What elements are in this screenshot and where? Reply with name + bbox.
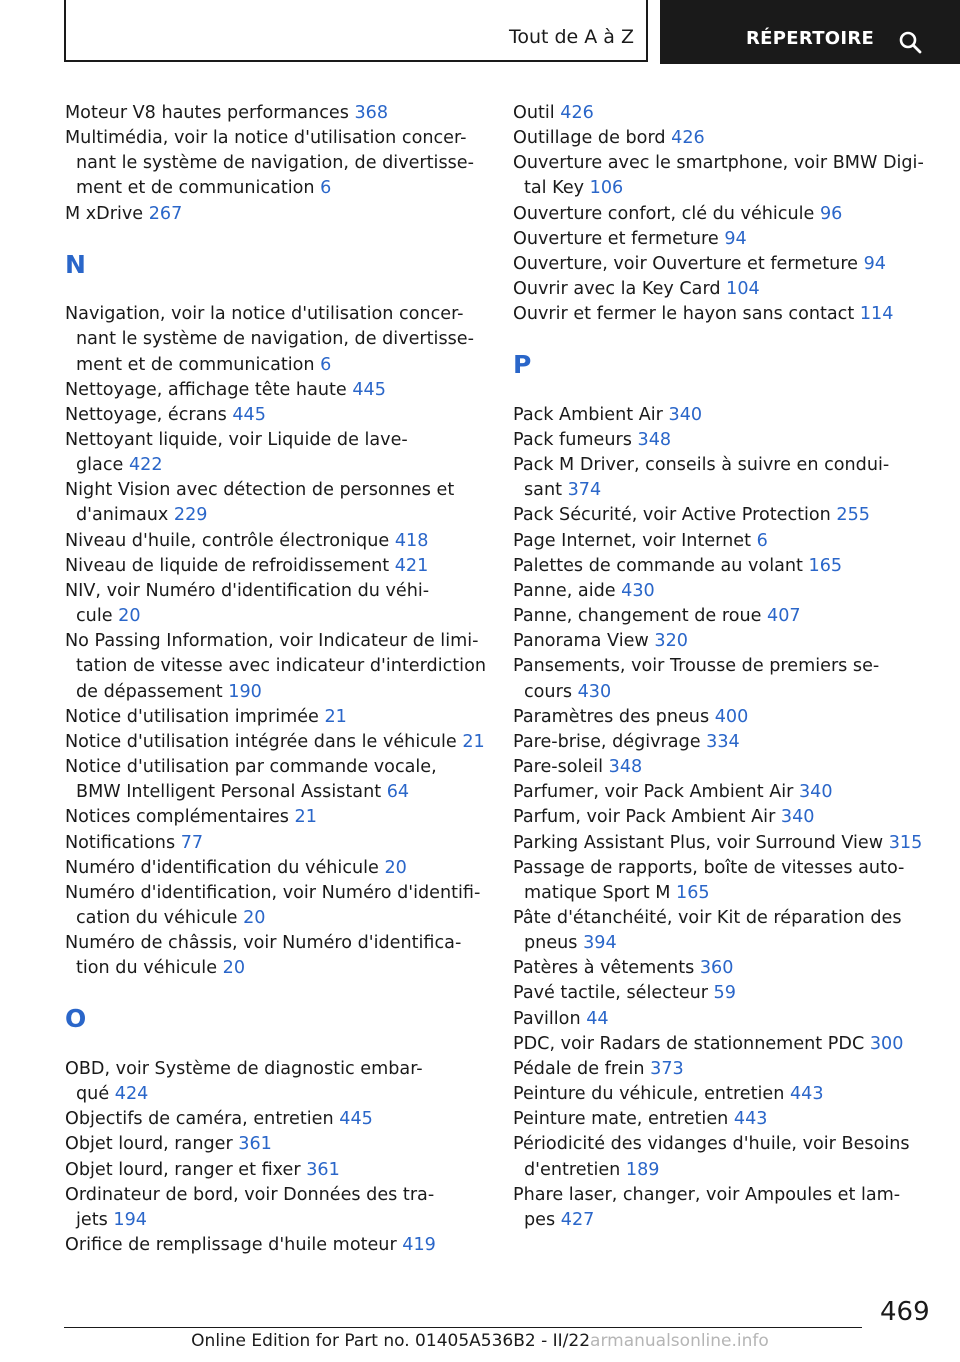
index-entry-text: Paramètres des pneus [513,706,710,727]
index-entry-text: BMW Intelligent Personal Assistant [76,782,382,803]
index-entry [513,1032,933,1057]
page-link[interactable]: 6 [756,530,768,551]
directory-tab-label: RÉPERTOIRE [746,28,875,49]
page-link[interactable]: 229 [173,505,208,526]
page-link[interactable]: 96 [819,203,843,224]
page-link[interactable]: 106 [589,178,624,199]
page-link[interactable]: 361 [306,1159,340,1180]
page-link[interactable]: 21 [294,807,317,828]
page-link[interactable]: 165 [808,555,843,576]
index-entry-text: ment et de communication [76,178,315,199]
index-entry [513,1183,933,1233]
directory-tab[interactable] [660,0,960,64]
page-link[interactable]: 419 [402,1234,436,1255]
index-entry [513,151,933,201]
page-link[interactable]: 77 [180,832,204,853]
page-link[interactable]: 20 [222,958,246,979]
page-link[interactable]: 334 [706,731,740,752]
index-entry [513,856,933,906]
page-link[interactable]: 426 [560,103,594,123]
page-link[interactable]: 340 [668,404,703,425]
index-entry-text: Objectifs de caméra, entretien [65,1109,334,1130]
index-entry [65,856,485,881]
page-link[interactable]: 394 [583,933,617,954]
index-entry [65,1183,485,1233]
index-entry-text: Ouverture avec le smartphone, voir BMW Digi- [513,153,924,174]
index-entry-text: Page Internet, voir Internet [513,530,751,551]
index-entry [65,529,485,554]
index-entry-text: Pack Sécurité, voir Active Protection [513,505,831,526]
index-entry [65,730,485,755]
index-entry [513,1107,933,1132]
index-entry-text: PDC, voir Radars de stationnement PDC [513,1033,865,1054]
index-entry-text: Numéro d'identification, voir Numéro d'identifi- [65,882,481,903]
index-letter-heading: P [513,350,532,380]
index-entry [65,805,485,830]
index-entry-text: Objet lourd, ranger [65,1134,233,1155]
index-entry [65,478,485,528]
index-entry [65,1132,485,1157]
index-entry-text: Palettes de commande au volant [513,555,803,576]
index-entry-text: Pack fumeurs [513,430,632,450]
index-letter-heading: O [65,1004,87,1034]
index-entry [513,126,933,151]
index-entry [513,831,933,856]
index-entry-text: ment et de communication [76,354,315,375]
index-entry-text: d'entretien [524,1159,621,1180]
index-entry [513,202,933,227]
index-entry-text: Pâte d'étanchéité, voir Kit de réparation des [513,907,902,928]
index-entry-text: sant [524,480,562,501]
page-link[interactable]: 94 [863,253,886,274]
index-entry-text: Multimédia, voir la notice d'utilisation concer- [65,128,467,149]
index-entry-text: Phare laser, changer, voir Ampoules et lam- [513,1184,901,1205]
index-entry-text: Niveau d'huile, contrôle électronique [65,530,390,551]
index-entry-text: M xDrive [65,203,144,224]
index-entry-text: tal Key [524,178,585,199]
footer-rule [64,1327,862,1328]
page-link[interactable]: 407 [767,606,801,627]
index-entry [513,277,933,302]
page-link[interactable]: 21 [324,706,347,727]
index-entry-text: cours [524,681,572,702]
index-entry-text: Peinture mate, entretien [513,1109,729,1130]
page-link[interactable]: 348 [608,757,643,778]
index-entry [513,403,933,428]
index-entry-text: nant le système de navigation, de divertisse- [76,329,474,350]
index-entry-text: Parfumer, voir Pack Ambient Air [513,782,794,803]
page-link[interactable]: 255 [836,505,870,526]
index-entry [513,730,933,755]
watermark-text: armanualsonline.info [590,1331,769,1351]
index-entry-text: Ouverture confort, clé du véhicule [513,203,815,224]
page-link[interactable]: 430 [577,681,612,702]
index-entry-text: Patères à vêtements [513,958,695,979]
index-entry [65,428,485,478]
page-number: 469 [880,1297,930,1327]
index-entry-text: Numéro de châssis, voir Numéro d'identifica- [65,933,462,954]
index-entry [513,428,933,453]
index-entry [513,302,933,327]
page-link[interactable]: 104 [726,279,760,300]
page-link[interactable]: 59 [713,983,736,1004]
index-entry-text: Notice d'utilisation imprimée [65,706,319,727]
index-entry-text: Nettoyant liquide, voir Liquide de lave- [65,430,408,450]
page-link[interactable]: 189 [625,1159,660,1180]
index-entry [65,931,485,981]
page-link[interactable]: 374 [567,480,602,501]
index-entry-text: NIV, voir Numéro d'identification du véhi- [65,580,430,601]
index-entry [513,805,933,830]
index-entry-text: Outillage de bord [513,128,666,149]
section-tab-label: Tout de A à Z [508,26,634,48]
index-entry-text: Pansements, voir Trousse de premiers se- [513,656,880,677]
page-link[interactable]: 300 [869,1033,904,1054]
page-link[interactable]: 320 [654,631,688,652]
index-entry-text: matique Sport M [524,882,671,903]
page-link[interactable]: 430 [621,580,655,601]
index-entry-text: Nettoyage, affichage tête haute [65,379,347,400]
index-entry-text: Outil [513,103,555,123]
index-entry [65,101,485,126]
page-link[interactable]: 427 [560,1209,595,1230]
index-entry [513,1007,933,1032]
index-entry [65,1233,485,1258]
index-entry [513,453,933,503]
index-entry [65,1107,485,1132]
index-entry-text: Moteur V8 hautes performances [65,103,349,123]
index-entry [513,654,933,704]
index-entry-text: jets [76,1209,108,1230]
index-entry-text: Ouvrir avec la Key Card [513,279,721,300]
index-entry-text: Parfum, voir Pack Ambient Air [513,807,776,828]
page-link[interactable]: 445 [232,404,266,425]
page-link[interactable]: 315 [888,832,923,853]
index-entry [65,378,485,403]
page-link[interactable]: 426 [671,128,705,149]
index-entry-text: d'animaux [76,505,169,526]
index-entry [65,881,485,931]
index-entry-text: Navigation, voir la notice d'utilisation concer- [65,304,464,325]
index-column-right [513,101,933,1233]
index-entry-text: Pack M Driver, conseils à suivre en condui- [513,455,890,476]
index-entry-text: Objet lourd, ranger et fixer [65,1159,301,1180]
page-link[interactable]: 20 [384,857,407,878]
index-entry [65,705,485,730]
index-entry [513,579,933,604]
page-link[interactable]: 361 [238,1134,272,1155]
index-entry-text: qué [76,1084,110,1105]
page-link[interactable]: 445 [339,1109,373,1130]
index-letter-heading: N [65,249,86,279]
index-entry-text: Peinture du véhicule, entretien [513,1084,785,1105]
index-entry-text: Panorama View [513,631,649,652]
index-entry [513,1057,933,1082]
index-entry [513,906,933,956]
page-link[interactable]: 421 [394,555,429,576]
page-link[interactable]: 373 [650,1058,684,1079]
index-entry-text: Notice d'utilisation par commande vocale, [65,757,437,778]
page-link[interactable]: 190 [228,681,262,702]
index-entry-text: Pédale de frein [513,1058,645,1079]
index-entry [65,1057,485,1107]
index-entry [513,780,933,805]
index-entry [513,503,933,528]
index-entry [513,755,933,780]
index-entry-text: glace [76,455,124,476]
index-entry-text: Notifications [65,832,176,853]
index-entry [65,302,485,377]
index-entry-text: cation du véhicule [76,907,238,928]
index-entry-text: pneus [524,933,578,954]
index-entry-text: tation de vitesse avec indicateur d'interdiction [76,656,486,677]
index-entry-text: Ouverture et fermeture [513,228,719,249]
page-link[interactable]: 424 [114,1084,149,1105]
section-tab[interactable] [64,0,648,62]
page-link[interactable]: 194 [113,1209,147,1230]
index-entry-text: Ordinateur de bord, voir Données des tra- [65,1184,435,1205]
index-entry [513,529,933,554]
page-link[interactable]: 20 [243,907,266,928]
index-entry-text: Numéro d'identification du véhicule [65,857,379,878]
index-entry [65,755,485,805]
index-entry [513,1082,933,1107]
index-entry-text: Pare-soleil [513,757,604,778]
index-entry [65,202,485,227]
index-entry-text: Panne, aide [513,580,616,601]
index-entry-text: Notices complémentaires [65,807,289,828]
index-entry [65,554,485,579]
index-entry-text: de dépassement [76,681,223,702]
index-entry [513,604,933,629]
index-entry [513,705,933,730]
index-entry [513,1132,933,1182]
page-link[interactable]: 44 [586,1008,609,1029]
index-entry-text: nant le système de navigation, de divertisse- [76,153,474,174]
index-entry-text: Ouverture, voir Ouverture et fermeture [513,253,858,274]
index-entry [513,629,933,654]
index-entry-text: OBD, voir Système de diagnostic embar- [65,1058,423,1079]
page-link[interactable]: 20 [118,606,141,627]
index-entry-text: Night Vision avec détection de personnes et [65,480,455,501]
edition-text: Online Edition for Part no. 01405A536B2 - II/22 [191,1331,591,1351]
page-link[interactable]: 418 [394,530,429,551]
index-entry [513,981,933,1006]
search-icon[interactable] [898,30,922,54]
index-entry [513,956,933,981]
index-entry-text: Panne, changement de roue [513,606,762,627]
page-link[interactable]: 422 [128,455,163,476]
index-column-left [65,101,485,1258]
index-entry [513,554,933,579]
index-entry-text: Pavillon [513,1008,581,1029]
page-link[interactable]: 165 [676,882,710,903]
index-entry [65,629,485,704]
page-link[interactable]: 340 [780,807,815,828]
page-link[interactable]: 267 [148,203,183,224]
page-link[interactable]: 64 [386,782,410,803]
index-entry [65,403,485,428]
index-entry-text: Notice d'utilisation intégrée dans le véhicule [65,731,457,752]
index-entry-text: Pavé tactile, sélecteur [513,983,708,1004]
index-entry-text: No Passing Information, voir Indicateur de limi- [65,631,479,652]
page-link[interactable]: 94 [724,228,747,249]
page-link[interactable]: 340 [798,782,833,803]
index-entry [513,227,933,252]
index-entry-text: pes [524,1209,556,1230]
page-link[interactable]: 368 [354,103,389,123]
index-entry-text: Pack Ambient Air [513,404,663,425]
page-link[interactable]: 21 [462,731,485,752]
page-link[interactable]: 348 [637,430,672,450]
index-entry-text: Parking Assistant Plus, voir Surround View [513,832,884,853]
page-link[interactable]: 6 [320,178,332,199]
page-link[interactable]: 114 [859,304,894,325]
index-entry [65,579,485,629]
index-entry-text: Nettoyage, écrans [65,404,227,425]
footer [0,1331,960,1351]
index-entry-text: Passage de rapports, boîte de vitesses auto- [513,857,905,878]
page-link[interactable]: 443 [733,1109,768,1130]
index-entry-text: Périodicité des vidanges d'huile, voir Besoins [513,1134,910,1155]
index-entry [65,831,485,856]
index-entry-text: Orifice de remplissage d'huile moteur [65,1234,397,1255]
index-entry [65,1158,485,1183]
index-entry-text: Ouvrir et fermer le hayon sans contact [513,304,855,325]
page-link[interactable]: 400 [714,706,749,727]
index-entry [513,101,933,126]
page-link[interactable]: 6 [320,354,332,375]
index-entry-text: Pare-brise, dégivrage [513,731,701,752]
index-entry-text: cule [76,606,113,627]
index-entry [513,252,933,277]
index-entry [65,126,485,201]
index-entry-text: Niveau de liquide de refroidissement [65,555,390,576]
index-entry-text: tion du véhicule [76,958,218,979]
page-link[interactable]: 445 [352,379,386,400]
page-link[interactable]: 360 [699,958,734,979]
page-link[interactable]: 443 [789,1084,824,1105]
